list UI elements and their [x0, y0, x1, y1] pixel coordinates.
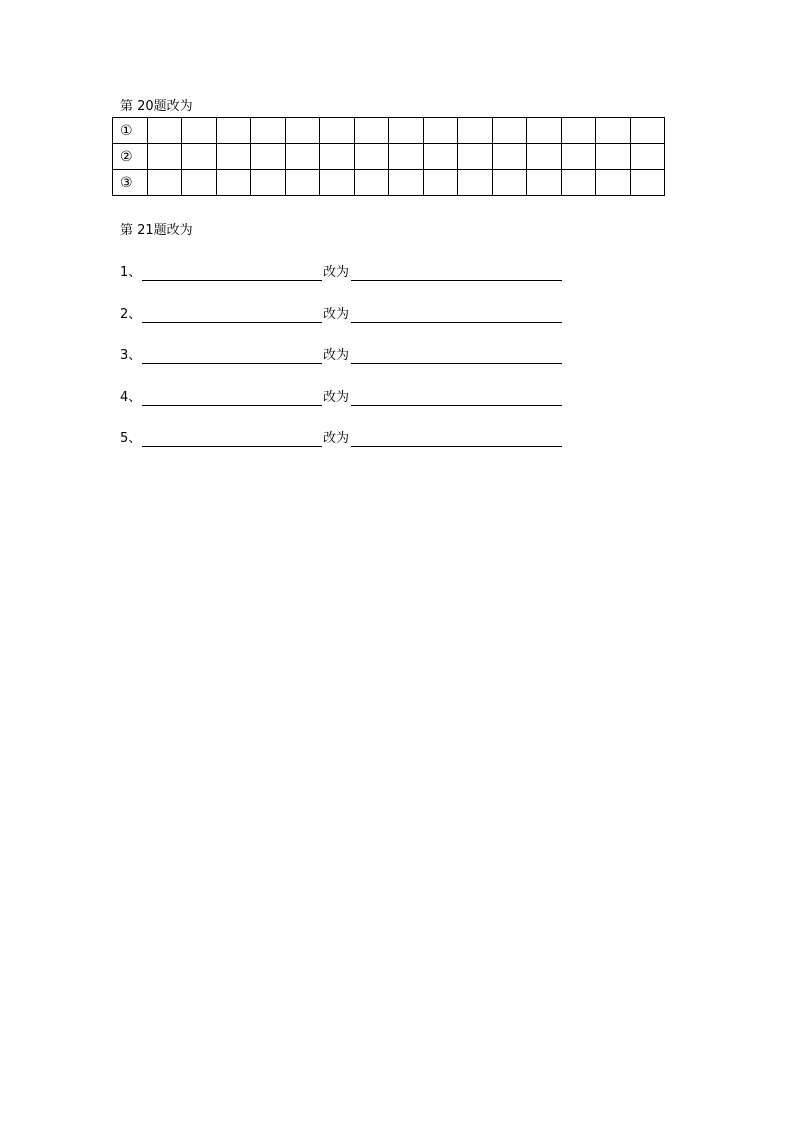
grid-answer-cell[interactable]: [527, 118, 562, 144]
grid-answer-cell[interactable]: [492, 144, 527, 170]
grid-answer-cell[interactable]: [320, 144, 355, 170]
grid-answer-cell[interactable]: [561, 170, 596, 196]
grid-answer-cell[interactable]: [458, 144, 493, 170]
grid-row: [113, 170, 665, 196]
grid-answer-cell[interactable]: [147, 118, 182, 144]
original-text-blank[interactable]: [142, 306, 322, 323]
corrected-text-blank[interactable]: [351, 264, 562, 281]
grid-answer-cell[interactable]: [285, 170, 320, 196]
correction-connector: 改为: [323, 389, 350, 405]
grid-answer-cell[interactable]: [182, 170, 217, 196]
grid-answer-cell[interactable]: [423, 170, 458, 196]
original-text-blank[interactable]: [142, 347, 322, 364]
grid-answer-cell[interactable]: [561, 144, 596, 170]
corrected-text-blank[interactable]: [351, 430, 562, 447]
grid-answer-cell[interactable]: [354, 144, 389, 170]
correction-connector: 改为: [323, 306, 350, 322]
original-text-blank[interactable]: [142, 389, 322, 406]
grid-answer-cell[interactable]: [561, 118, 596, 144]
grid-answer-cell[interactable]: [182, 144, 217, 170]
grid-answer-cell[interactable]: [423, 144, 458, 170]
grid-row-label: ③: [113, 170, 148, 196]
grid-answer-cell[interactable]: [596, 118, 631, 144]
question-20-answer-grid: [112, 117, 665, 196]
grid-answer-cell[interactable]: [216, 144, 251, 170]
grid-answer-cell[interactable]: [216, 170, 251, 196]
grid-answer-cell[interactable]: [527, 144, 562, 170]
grid-answer-cell[interactable]: [147, 170, 182, 196]
grid-row: [113, 118, 665, 144]
grid-answer-cell[interactable]: [630, 170, 665, 196]
grid-answer-cell[interactable]: [251, 144, 286, 170]
grid-answer-cell[interactable]: [527, 170, 562, 196]
grid-answer-cell[interactable]: [354, 118, 389, 144]
grid-answer-cell[interactable]: [596, 170, 631, 196]
grid-row-label: ①: [113, 118, 148, 144]
question-20-title: 第 20题改为: [120, 99, 193, 114]
grid-answer-cell[interactable]: [285, 144, 320, 170]
original-text-blank[interactable]: [142, 430, 322, 447]
grid-answer-cell[interactable]: [389, 170, 424, 196]
grid-answer-cell[interactable]: [320, 170, 355, 196]
correction-connector: 改为: [323, 265, 350, 280]
original-text-blank[interactable]: [142, 264, 322, 281]
correction-line-number: 3、: [120, 348, 142, 363]
correction-connector: 改为: [323, 348, 350, 363]
grid-answer-cell[interactable]: [147, 144, 182, 170]
grid-answer-cell[interactable]: [630, 118, 665, 144]
grid-answer-cell[interactable]: [492, 118, 527, 144]
grid-answer-cell[interactable]: [492, 170, 527, 196]
corrected-text-blank[interactable]: [351, 306, 562, 323]
correction-line-number: 1、: [120, 265, 142, 280]
grid-answer-cell[interactable]: [285, 118, 320, 144]
grid-answer-cell[interactable]: [354, 170, 389, 196]
correction-line-number: 2、: [120, 306, 142, 322]
grid-answer-cell[interactable]: [596, 144, 631, 170]
grid-answer-cell[interactable]: [251, 170, 286, 196]
grid-answer-cell[interactable]: [389, 118, 424, 144]
grid-answer-cell[interactable]: [216, 118, 251, 144]
grid-row-label: ②: [113, 144, 148, 170]
grid-answer-cell[interactable]: [423, 118, 458, 144]
grid-answer-cell[interactable]: [182, 118, 217, 144]
grid-answer-cell[interactable]: [458, 118, 493, 144]
correction-line-number: 5、: [120, 431, 142, 446]
correction-connector: 改为: [323, 431, 350, 446]
grid-row: [113, 144, 665, 170]
corrected-text-blank[interactable]: [351, 347, 562, 364]
grid-answer-cell[interactable]: [630, 144, 665, 170]
grid-answer-cell[interactable]: [251, 118, 286, 144]
grid-answer-cell[interactable]: [458, 170, 493, 196]
corrected-text-blank[interactable]: [351, 389, 562, 406]
grid-answer-cell[interactable]: [389, 144, 424, 170]
correction-line-number: 4、: [120, 389, 142, 405]
question-21-title: 第 21题改为: [120, 223, 193, 238]
grid-answer-cell[interactable]: [320, 118, 355, 144]
